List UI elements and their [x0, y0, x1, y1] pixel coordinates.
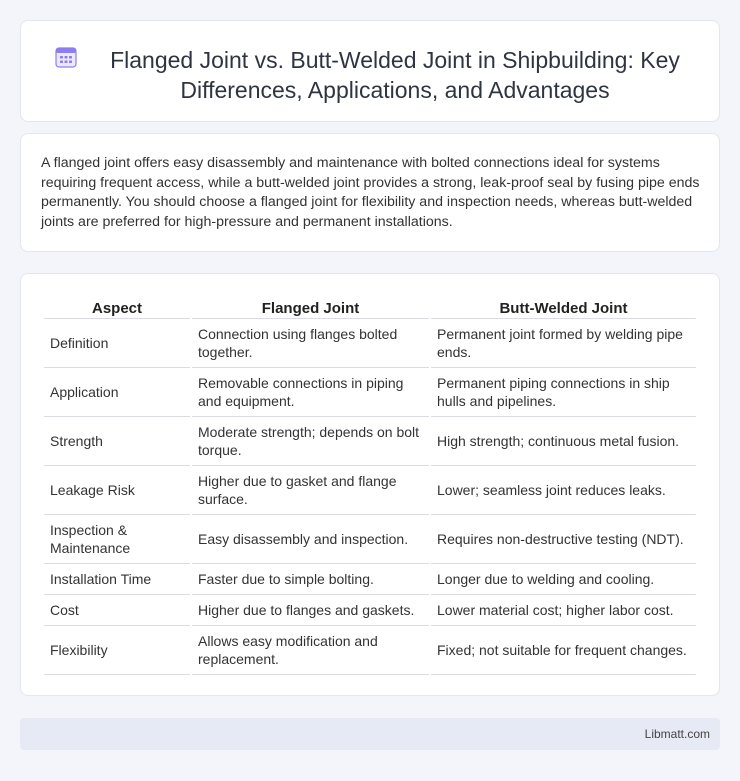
column-header-aspect: Aspect: [44, 295, 190, 319]
table-cell: Moderate strength; depends on bolt torque.: [192, 417, 429, 466]
table-cell: Permanent piping connections in ship hulls and pipelines.: [431, 368, 696, 417]
table-cell: Strength: [44, 417, 190, 466]
table-row: [44, 319, 696, 368]
table-cell: Lower; seamless joint reduces leaks.: [431, 466, 696, 515]
table-cell: Flexibility: [44, 626, 190, 675]
table-header-row: [44, 295, 696, 319]
table-cell: Application: [44, 368, 190, 417]
table-cell: Permanent joint formed by welding pipe ends.: [431, 319, 696, 368]
footer-site-link[interactable]: Libmatt.com: [644, 727, 710, 741]
table-cell: Lower material cost; higher labor cost.: [431, 595, 696, 626]
table-cell: High strength; continuous metal fusion.: [431, 417, 696, 466]
table-cell: Cost: [44, 595, 190, 626]
title-card: [20, 20, 720, 122]
comparison-table-card: [20, 273, 720, 696]
table-cell: Requires non-destructive testing (NDT).: [431, 515, 696, 564]
comparison-table: [42, 295, 698, 675]
table-cell: Faster due to simple bolting.: [192, 564, 429, 595]
summary-card: [20, 133, 720, 252]
table-cell: Removable connections in piping and equipment.: [192, 368, 429, 417]
table-cell: Definition: [44, 319, 190, 368]
table-cell: Inspection & Maintenance: [44, 515, 190, 564]
table-row: [44, 368, 696, 417]
table-cell: Fixed; not suitable for frequent changes.: [431, 626, 696, 675]
table-cell: Allows easy modification and replacement.: [192, 626, 429, 675]
page-title: Flanged Joint vs. Butt-Welded Joint in Shipbuilding: Key Differences, Applications, and Advantages: [110, 47, 680, 103]
table-row: [44, 515, 696, 564]
footer: [20, 718, 720, 750]
table-cell: Easy disassembly and inspection.: [192, 515, 429, 564]
column-header-butt-welded: Butt-Welded Joint: [431, 295, 696, 319]
table-cell: Higher due to gasket and flange surface.: [192, 466, 429, 515]
table-row: [44, 564, 696, 595]
table-cell: Connection using flanges bolted together.: [192, 319, 429, 368]
column-header-flanged: Flanged Joint: [192, 295, 429, 319]
table-row: [44, 417, 696, 466]
summary-text: A flanged joint offers easy disassembly and maintenance with bolted connections ideal for systems requiring frequent access, while a butt-welded joint provides a strong, leak-proof seal by fusing pipe ends permanently. You should choose a flanged joint for flexibility and inspection needs, whereas butt-welded joints are preferred for high-pressure and permanent installations.: [41, 155, 700, 230]
table-cell: Installation Time: [44, 564, 190, 595]
table-row: [44, 466, 696, 515]
table-row: [44, 595, 696, 626]
table-cell: Leakage Risk: [44, 466, 190, 515]
table-cell: Higher due to flanges and gaskets.: [192, 595, 429, 626]
table-row: [44, 626, 696, 675]
table-cell: Longer due to welding and cooling.: [431, 564, 696, 595]
